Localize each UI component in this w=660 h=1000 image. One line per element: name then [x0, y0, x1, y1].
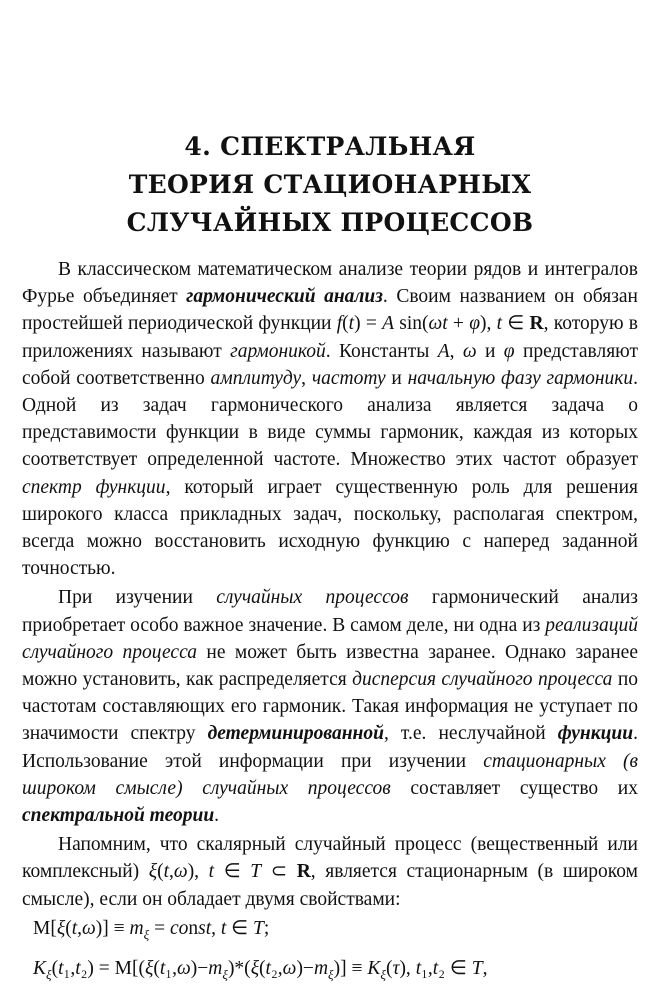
text-run: ∈ [214, 861, 251, 883]
text-run: . Своим названием он обязан простейшей периодической функции [22, 286, 638, 335]
text-run: амплитуду [210, 367, 302, 389]
text-run: , [301, 367, 312, 389]
text-run: функции [557, 723, 634, 745]
chapter-title-line-1: 4. СПЕКТРАЛЬНАЯ [184, 132, 476, 161]
text-run: детерминированной [207, 723, 384, 745]
text-run: и [476, 340, 504, 362]
chapter-title-line-2: ТЕОРИЯ СТАЦИОНАРНЫХ [128, 170, 532, 199]
text-run: представляют собой соответственно [22, 340, 639, 389]
text-run: ( [342, 313, 349, 335]
covariance-condition-formula: $K_\xi(t_1,t_2) = M[(\xi(t_1,\omega)-m_\xi)*(\xi(t_2,\omega)-m_\xi)] \equiv K_\xi(\tau)$, t₁,t₂ ∈ T, [33, 957, 488, 982]
text-run: ωt [428, 313, 448, 335]
text-run: R [529, 313, 544, 335]
paragraph-1 [22, 256, 638, 582]
text-run: начальную фазу гармоники [407, 367, 634, 389]
text-run: ∈ [502, 313, 530, 335]
text-run: . Использование этой информации при изучении [22, 723, 638, 772]
text-run: по частотам составляющих его гармоник. Такая информация не уступает по значимости спектру [22, 669, 639, 745]
text-run: t [208, 861, 215, 883]
text-run: . Одной из задач гармонического анализа является задача о представимости функции в виде суммы гармоник, каждая из которых соответствует определенной частоте. Множество этих частот образует [22, 367, 638, 471]
chapter-title [0, 128, 660, 242]
text-run: В классическом математическом анализе теории рядов и интегралов Фурье объединяет [22, 259, 638, 308]
text-run: составляет существо их [390, 777, 638, 799]
text-run: дисперсия случайного процесса [352, 669, 613, 691]
text-run: . [214, 805, 220, 827]
text-run: ), [187, 861, 209, 883]
text-run: t [348, 313, 355, 335]
text-run: случайных процессов [216, 587, 409, 609]
text-run: спектр функции [22, 476, 166, 498]
text-run: , [449, 340, 463, 362]
text-run: ω [173, 861, 188, 883]
chapter-title-line-3: СЛУЧАЙНЫХ ПРОЦЕССОВ [126, 208, 534, 237]
text-run: R [296, 861, 311, 883]
text-run: гармонический анализ [186, 286, 383, 308]
text-run: sin( [394, 313, 429, 335]
text-run: A [382, 313, 394, 335]
text-run: t [496, 313, 503, 335]
text-run: , [169, 861, 174, 883]
text-run: и [385, 367, 408, 389]
text-run: реализаций случайного процесса [22, 614, 638, 663]
text-run: φ [469, 313, 480, 335]
chapter-body [22, 256, 638, 913]
text-run: + [447, 313, 470, 335]
text-run: A [437, 340, 450, 362]
text-run: , является стационарным (в широком смысле), если он обладает двумя свойствами: [22, 861, 639, 910]
text-run: ξ [148, 861, 158, 883]
text-run: ω [462, 340, 477, 362]
stationarity-conditions [33, 912, 653, 992]
paragraph-3 [22, 831, 638, 913]
text-run: t [163, 861, 170, 883]
text-run: не может быть известна заранее. Однако заранее можно установить, как распределяется [22, 641, 638, 691]
text-run: φ [503, 340, 515, 362]
text-run: . Константы [325, 340, 438, 362]
text-run: ), [479, 313, 497, 335]
text-run: f [336, 313, 343, 335]
paragraph-2 [22, 584, 638, 829]
text-run: ( [157, 861, 164, 883]
text-run: , которую в приложениях называют [22, 313, 638, 362]
text-run: ) = [354, 313, 383, 335]
text-run: , т.е. неслучайной [383, 723, 558, 745]
text-run: гармонический анализ приобретает особо важное значение. В самом деле, ни одна из [22, 587, 638, 636]
text-run: частоту [311, 367, 386, 389]
text-run: Напомним, что скалярный случайный процесс (вещественный или комплексный) [22, 834, 638, 883]
text-run: гармоникой [230, 340, 326, 362]
text-run: T [250, 861, 262, 883]
text-run: ⊂ [261, 861, 297, 883]
mean-condition-formula: $M[\xi(t,\omega)] \equiv m_\xi$ = const, t ∈ T; [33, 918, 270, 942]
text-run: При изучении [58, 587, 217, 609]
text-run: стационарных (в широком смысле) случайных процессов [22, 750, 638, 799]
text-run: спектральной теории [22, 805, 215, 827]
text-run: , который играет существенную роль для решения широкого класса прикладных задач, поскольку, располагая спектром, всегда можно восстановить исходную функцию с наперед заданной точностью. [22, 476, 638, 580]
